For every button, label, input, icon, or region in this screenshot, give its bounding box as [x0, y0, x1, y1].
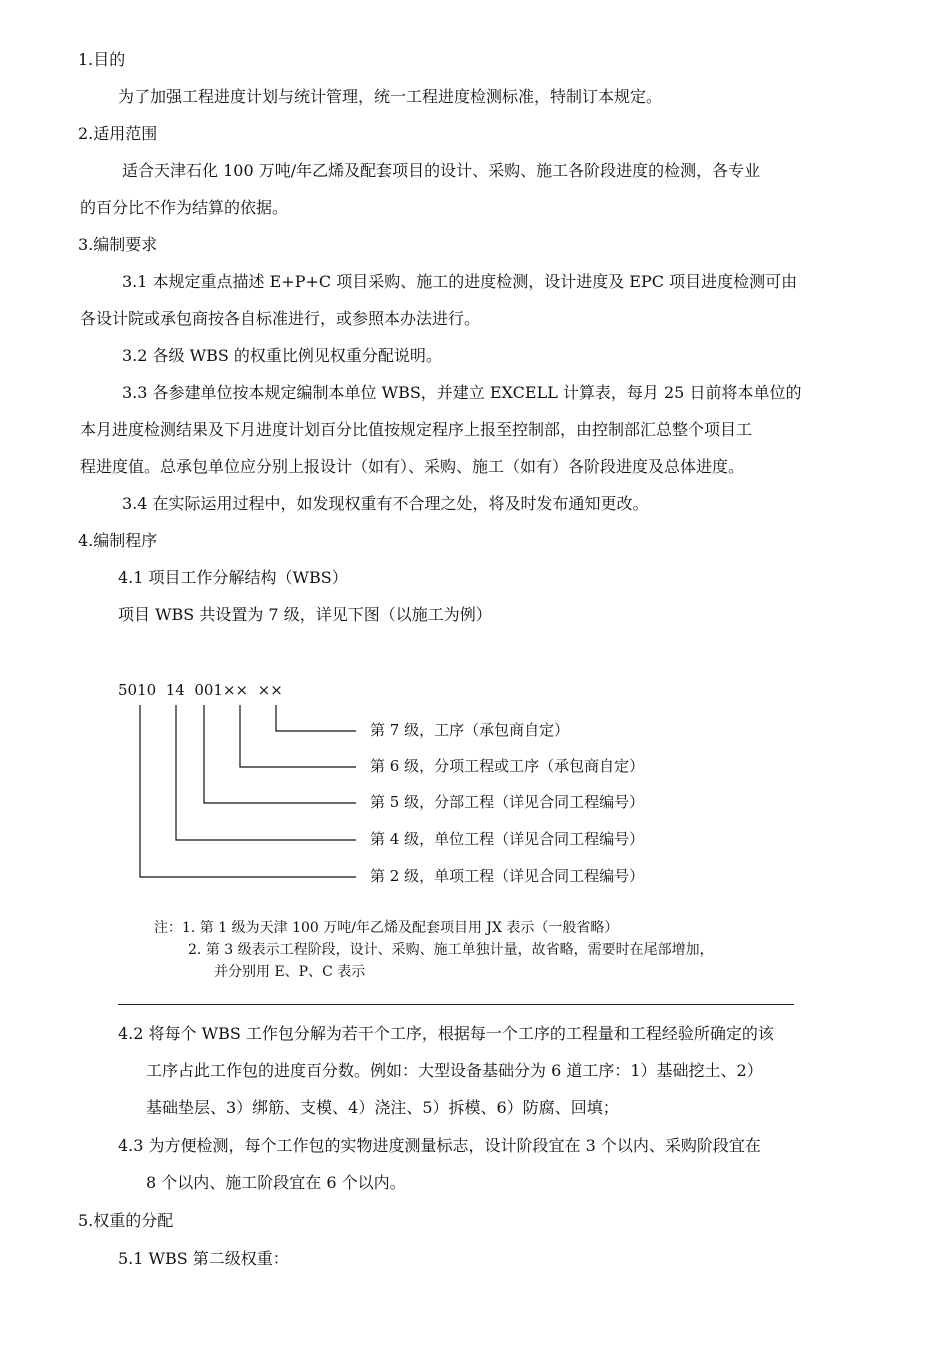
section-1-text: 为了加强工程进度计划与统计管理，统一工程进度检测标准，特制订本规定。	[118, 87, 663, 106]
wbs-note-2: 2. 第 3 级表示工程阶段，设计、采购、施工单独计量，故省略，需要时在尾部增加，	[188, 942, 714, 958]
horizontal-divider	[118, 1004, 794, 1005]
section-3-1-line-1: 3.1 本规定重点描述 E+P+C 项目采购、施工的进度检测，设计进度及 EPC 项目进度检测可由	[122, 272, 798, 291]
section-4-1-text: 项目 WBS 共设置为 7 级，详见下图（以施工为例）	[118, 605, 492, 624]
wbs-code: 5010 14 001×× ××	[118, 681, 283, 699]
connector-level-4	[176, 705, 356, 840]
connector-level-7	[276, 705, 356, 731]
section-2-title: 2.适用范围	[78, 124, 158, 143]
section-3-3-line-1: 3.3 各参建单位按本规定编制本单位 WBS，并建立 EXCELL 计算表，每月 25 日前将本单位的	[122, 383, 802, 402]
section-3-3-line-2: 本月进度检测结果及下月进度计划百分比值按规定程序上报至控制部，由控制部汇总整个项目工	[80, 420, 753, 439]
section-1-title: 1.目的	[78, 50, 126, 69]
section-3-2: 3.2 各级 WBS 的权重比例见权重分配说明。	[122, 346, 442, 365]
section-4-2-line-2: 工序占此工作包的进度百分数。例如：大型设备基础分为 6 道工序：1）基础挖土、2）	[146, 1061, 763, 1080]
section-3-1-line-2: 各设计院或承包商按各自标准进行，或参照本办法进行。	[80, 309, 481, 328]
wbs-level-7: 第 7 级，工序（承包商自定）	[370, 721, 570, 739]
section-2-text-line-1: 适合天津石化 100 万吨/年乙烯及配套项目的设计、采购、施工各阶段进度的检测，各专业	[122, 161, 761, 180]
wbs-level-5: 第 5 级，分部工程（详见合同工程编号）	[370, 793, 645, 811]
section-5-1-title: 5.1 WBS 第二级权重：	[118, 1249, 289, 1268]
section-2-text-line-2: 的百分比不作为结算的依据。	[80, 198, 289, 217]
wbs-note-3: 并分别用 E、P、C 表示	[214, 964, 366, 980]
connector-level-5	[204, 705, 356, 803]
section-3-title: 3.编制要求	[78, 235, 158, 254]
section-4-3-line-2: 8 个以内、施工阶段宜在 6 个以内。	[146, 1173, 406, 1192]
wbs-note-1: 注：1. 第 1 级为天津 100 万吨/年乙烯及配套项目用 JX 表示（一般省略）	[154, 920, 619, 936]
section-4-2-line-3: 基础垫层、3）绑筋、支模、4）浇注、5）拆模、6）防腐、回填；	[146, 1098, 619, 1117]
section-3-3-line-3: 程进度值。总承包单位应分别上报设计（如有）、采购、施工（如有）各阶段进度及总体进度。	[80, 457, 745, 476]
wbs-level-6: 第 6 级，分项工程或工序（承包商自定）	[370, 757, 645, 775]
section-4-2-line-1: 4.2 将每个 WBS 工作包分解为若干个工序，根据每一个工序的工程量和工程经验所确定的该	[118, 1024, 774, 1043]
section-4-1-title: 4.1 项目工作分解结构（WBS）	[118, 568, 348, 587]
wbs-level-4: 第 4 级，单位工程（详见合同工程编号）	[370, 830, 645, 848]
wbs-level-2: 第 2 级，单项工程（详见合同工程编号）	[370, 867, 645, 885]
section-4-title: 4.编制程序	[78, 531, 158, 550]
section-3-4: 3.4 在实际运用过程中，如发现权重有不合理之处，将及时发布通知更改。	[122, 494, 649, 513]
section-4-3-line-1: 4.3 为方便检测，每个工作包的实物进度测量标志，设计阶段宜在 3 个以内、采购阶段宜在	[118, 1136, 761, 1155]
section-5-title: 5.权重的分配	[78, 1211, 174, 1230]
connector-level-6	[240, 705, 356, 767]
